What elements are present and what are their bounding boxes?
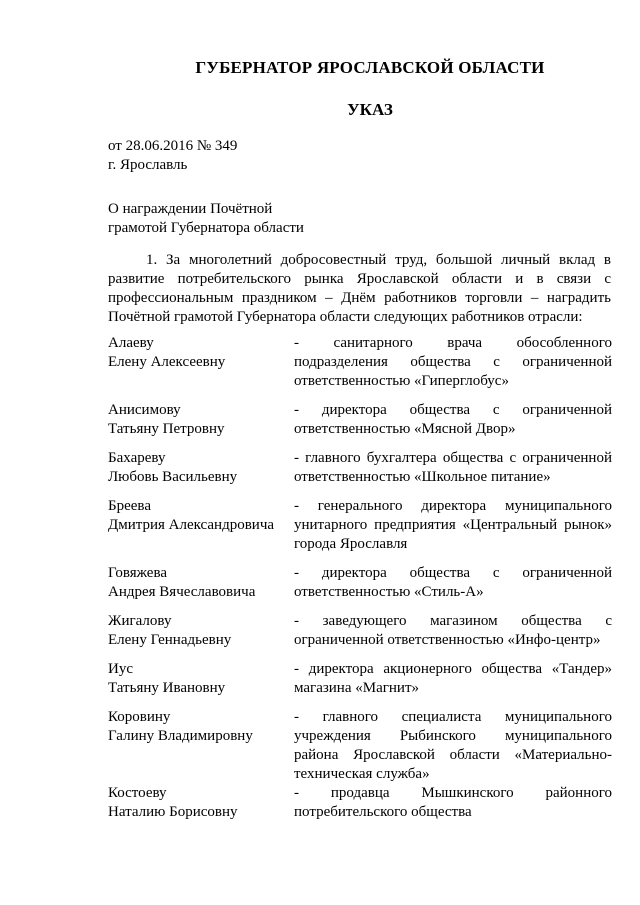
- intro-line: 1. За многолетний добросовестный труд, большой личный вклад в: [146, 252, 611, 268]
- awardee-row: [108, 564, 612, 602]
- awardee-surname: Бреева: [108, 498, 151, 514]
- position-line: - директора акционерного общества «Тандер»: [294, 661, 612, 677]
- awardee-position: [294, 401, 612, 439]
- awardee-surname: Жигалову: [108, 613, 172, 629]
- position-line: - санитарного врача обособленного: [294, 335, 612, 351]
- awardee-given-names: Елену Алексеевну: [108, 354, 226, 370]
- awardee-name: [108, 497, 294, 554]
- awardee-name: [108, 401, 294, 439]
- document-subject: [108, 200, 304, 238]
- awardee-position: [294, 334, 612, 391]
- position-line: ответственностью «Школьное питание»: [294, 469, 551, 485]
- place-line: г. Ярославль: [108, 157, 188, 173]
- awardee-row: [108, 708, 612, 784]
- awardee-position: [294, 497, 612, 554]
- awardee-position: [294, 449, 612, 487]
- awardee-name: [108, 564, 294, 602]
- position-line: - главного бухгалтера общества с ограниченной: [294, 450, 612, 466]
- position-line: - главного специалиста муниципального: [294, 709, 612, 725]
- awardee-given-names: Елену Геннадьевну: [108, 632, 232, 648]
- awardee-list: [108, 334, 612, 822]
- position-line: - продавца Мышкинского районного: [294, 785, 612, 801]
- awardee-row: [108, 401, 612, 439]
- awardee-position: [294, 612, 612, 650]
- position-line: - директора общества с ограниченной: [294, 402, 612, 418]
- date-number-line: от 28.06.2016 № 349: [108, 138, 238, 154]
- position-line: унитарного предприятия «Центральный рынок»: [294, 517, 612, 533]
- awardee-given-names: Татьяну Ивановну: [108, 680, 226, 696]
- awardee-surname: Говяжева: [108, 565, 168, 581]
- position-line: - генерального директора муниципального: [294, 498, 612, 514]
- awardee-given-names: Дмитрия Александровича: [108, 517, 275, 533]
- position-line: города Ярославля: [294, 536, 408, 552]
- position-line: техническая служба»: [294, 766, 430, 782]
- position-line: ответственностью «Гиперглобус»: [294, 373, 509, 389]
- awardee-name: [108, 612, 294, 650]
- document-type: УКАЗ: [347, 100, 393, 119]
- document-meta: [108, 137, 237, 175]
- awardee-row: [108, 660, 612, 698]
- awardee-position: [294, 564, 612, 602]
- awardee-given-names: Андрея Вячеславовича: [108, 584, 256, 600]
- awardee-given-names: Наталию Борисовну: [108, 804, 238, 820]
- position-line: магазина «Магнит»: [294, 680, 420, 696]
- awardee-surname: Алаеву: [108, 335, 154, 351]
- intro-paragraph: [108, 251, 611, 327]
- awardee-row: [108, 449, 612, 487]
- position-line: - заведующего магазином общества с: [294, 613, 612, 629]
- position-line: ответственностью «Мясной Двор»: [294, 421, 516, 437]
- awardee-row: [108, 497, 612, 554]
- subject-line: грамотой Губернатора области: [108, 220, 304, 236]
- awardee-name: [108, 660, 294, 698]
- position-line: подразделения общества с ограниченной: [294, 354, 612, 370]
- awardee-position: [294, 784, 612, 822]
- position-line: ответственностью «Стиль-А»: [294, 584, 484, 600]
- awardee-position: [294, 708, 612, 784]
- awardee-row: [108, 334, 612, 391]
- position-line: учреждения Рыбинского муниципального: [294, 728, 612, 744]
- position-line: потребительского общества: [294, 804, 472, 820]
- intro-line: развитие потребительского рынка Ярославской области и в связи с: [108, 271, 611, 287]
- awardee-given-names: Татьяну Петровну: [108, 421, 225, 437]
- awardee-surname: Иус: [108, 661, 133, 677]
- awardee-surname: Коровину: [108, 709, 171, 725]
- issuing-authority: ГУБЕРНАТОР ЯРОСЛАВСКОЙ ОБЛАСТИ: [195, 58, 545, 77]
- awardee-surname: Бахареву: [108, 450, 166, 466]
- awardee-row: [108, 612, 612, 650]
- position-line: - директора общества с ограниченной: [294, 565, 612, 581]
- awardee-row: [108, 784, 612, 822]
- intro-line: Почётной грамотой Губернатора области следующих работников отрасли:: [108, 309, 583, 325]
- intro-line: профессиональным праздником – Днём работников торговли – наградить: [108, 290, 611, 306]
- position-line: ограниченной ответственностью «Инфо-центр»: [294, 632, 601, 648]
- awardee-name: [108, 334, 294, 391]
- awardee-name: [108, 708, 294, 784]
- awardee-given-names: Галину Владимировну: [108, 728, 253, 744]
- awardee-name: [108, 449, 294, 487]
- awardee-surname: Костоеву: [108, 785, 167, 801]
- awardee-position: [294, 660, 612, 698]
- position-line: района Ярославской области «Материально-: [294, 747, 612, 763]
- awardee-given-names: Любовь Васильевну: [108, 469, 238, 485]
- subject-line: О награждении Почётной: [108, 201, 273, 217]
- awardee-surname: Анисимову: [108, 402, 181, 418]
- awardee-name: [108, 784, 294, 822]
